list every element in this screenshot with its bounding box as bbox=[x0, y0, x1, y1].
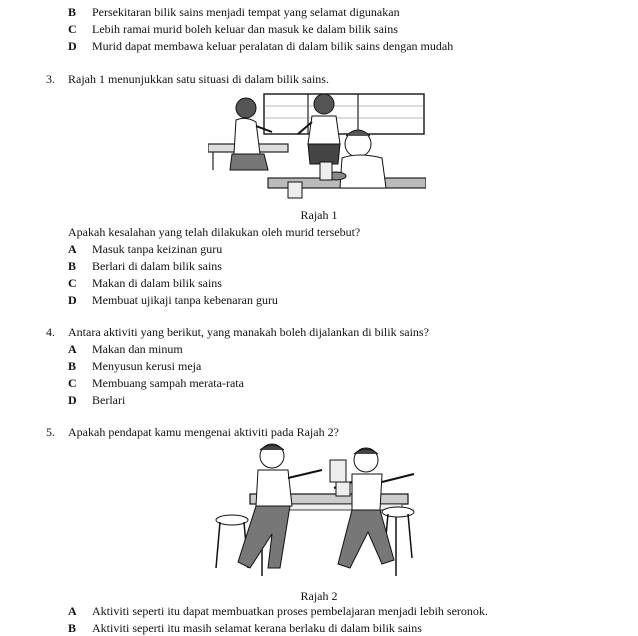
question-number: 4. bbox=[46, 325, 55, 339]
option-letter: B bbox=[68, 259, 77, 273]
question-prompt: Apakah kesalahan yang telah dilakukan oleh murid tersebut? bbox=[68, 225, 361, 239]
option-letter: B bbox=[68, 621, 77, 635]
option-letter: A bbox=[68, 604, 77, 618]
option-letter: B bbox=[68, 359, 77, 373]
figure-1-illustration bbox=[208, 92, 426, 204]
option-text: Membuat ujikaji tanpa kebenaran guru bbox=[92, 293, 278, 307]
option-text: Persekitaran bilik sains menjadi tempat yang selamat digunakan bbox=[92, 5, 400, 19]
option-letter: D bbox=[68, 293, 77, 307]
figure-caption: Rajah 1 bbox=[300, 208, 338, 222]
option-text: Aktiviti seperti itu masih selamat kerana berlaku di dalam bilik sains bbox=[92, 621, 422, 635]
figure-caption: Rajah 2 bbox=[300, 589, 338, 603]
option-text: Membuang sampah merata-rata bbox=[92, 376, 244, 390]
option-letter: D bbox=[68, 393, 77, 407]
option-letter: A bbox=[68, 342, 77, 356]
figure-2-illustration bbox=[210, 440, 422, 586]
option-letter: C bbox=[68, 276, 77, 290]
option-text: Berlari bbox=[92, 393, 126, 407]
option-text: Murid dapat membawa keluar peralatan di dalam bilik sains dengan mudah bbox=[92, 39, 454, 53]
option-text: Berlari di dalam bilik sains bbox=[92, 259, 222, 273]
option-letter: D bbox=[68, 39, 77, 53]
question-text: Rajah 1 menunjukkan satu situasi di dalam bilik sains. bbox=[68, 72, 329, 86]
option-text: Makan dan minum bbox=[92, 342, 183, 356]
option-text: Makan di dalam bilik sains bbox=[92, 276, 222, 290]
option-letter: C bbox=[68, 376, 77, 390]
option-letter: B bbox=[68, 5, 77, 19]
option-letter: A bbox=[68, 242, 77, 256]
option-text: Aktiviti seperti itu dapat membuatkan proses pembelajaran menjadi lebih seronok. bbox=[92, 604, 488, 618]
question-number: 5. bbox=[46, 425, 55, 439]
question-number: 3. bbox=[46, 72, 55, 86]
option-text: Menyusun kerusi meja bbox=[92, 359, 202, 373]
question-text: Antara aktiviti yang berikut, yang manakah boleh dijalankan di bilik sains? bbox=[68, 325, 429, 339]
option-text: Masuk tanpa keizinan guru bbox=[92, 242, 223, 256]
option-text: Lebih ramai murid boleh keluar dan masuk ke dalam bilik sains bbox=[92, 22, 398, 36]
option-letter: C bbox=[68, 22, 77, 36]
question-text: Apakah pendapat kamu mengenai aktiviti pada Rajah 2? bbox=[68, 425, 339, 439]
